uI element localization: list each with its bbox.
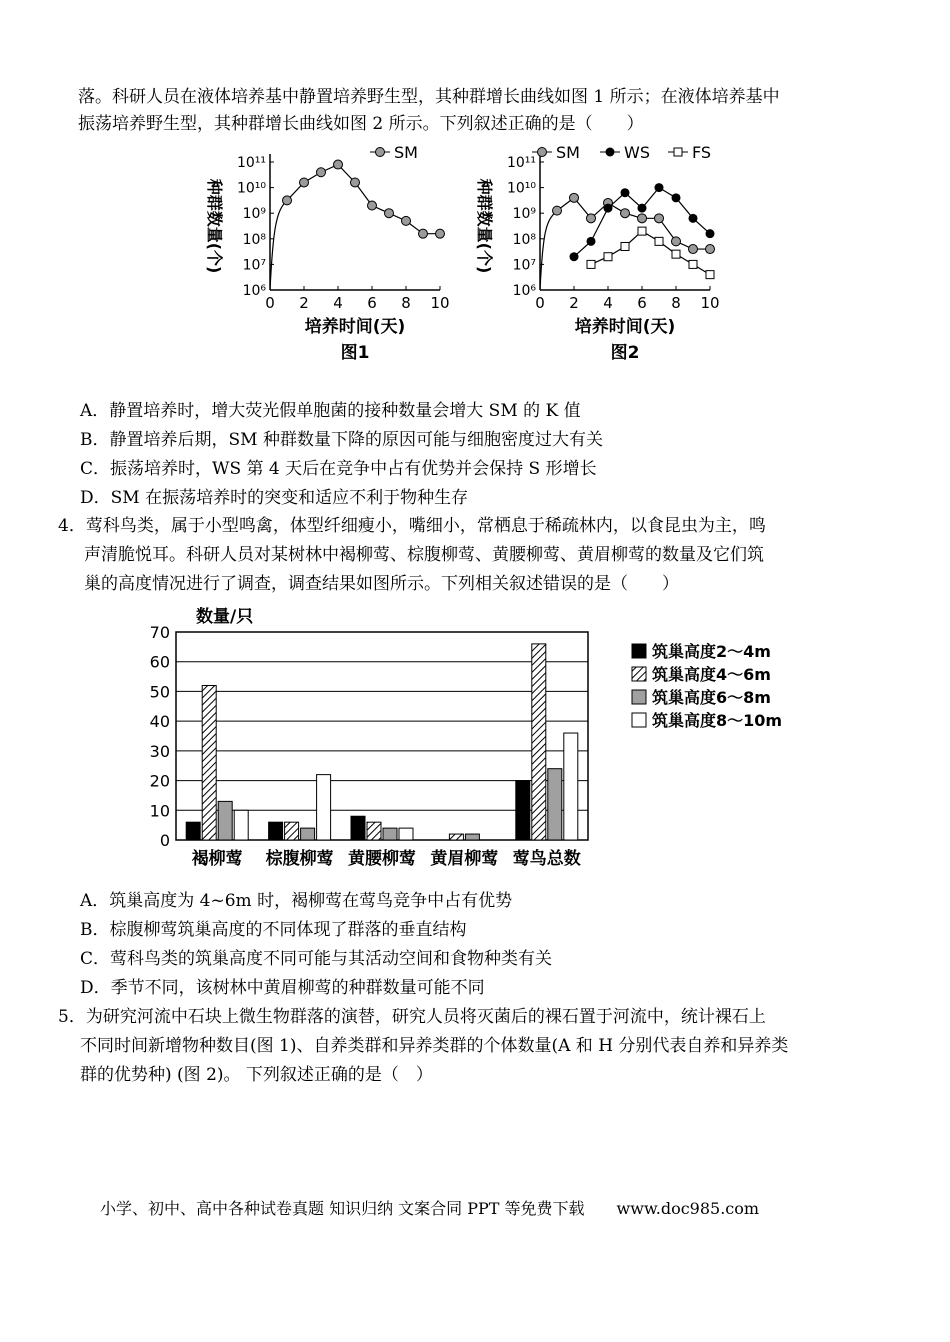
- point-FS: [655, 237, 663, 245]
- y-tick-label: 10⁸: [512, 231, 536, 248]
- q4-option-a: A．筑巢高度为 4~6m 时，褐柳莺在莺鸟竞争中占有优势: [80, 891, 513, 911]
- point-WS: [672, 193, 681, 202]
- q4-option-d: D．季节不同，该树林中黄眉柳莺的种群数量可能不同: [80, 978, 485, 998]
- point-SM: [317, 168, 326, 177]
- x-tick-label: 10: [700, 294, 720, 312]
- y-tick-label: 10: [149, 801, 170, 821]
- q5-stem-line-3: 群的优势种) (图 2)。 下列叙述正确的是（ ）: [80, 1065, 433, 1085]
- point-SM: [402, 216, 411, 225]
- q3-stem-line-1: 落。科研人员在液体培养基中静置培养野生型，其种群增长曲线如图 1 所示；在液体培养基中: [78, 87, 780, 107]
- x-tick-label: 2: [569, 294, 579, 312]
- y-tick-label: 10⁷: [242, 257, 266, 274]
- point-WS: [689, 214, 698, 223]
- y-tick-label: 10⁹: [242, 206, 266, 223]
- bar-筑巢高度6～8m: [465, 834, 479, 840]
- y-axis-label: 种群数量(个): [475, 178, 494, 274]
- bar-筑巢高度8～10m: [564, 733, 578, 840]
- bar-chart-nest-height: [140, 604, 820, 874]
- point-SM: [638, 214, 647, 223]
- figure-caption: 图2: [610, 343, 640, 363]
- point-FS: [638, 227, 646, 235]
- point-SM: [385, 209, 394, 218]
- point-SM: [553, 206, 562, 215]
- x-tick-label: 2: [299, 294, 309, 312]
- bar-筑巢高度8～10m: [317, 775, 331, 840]
- bar-筑巢高度2～4m: [516, 781, 530, 840]
- bar-筑巢高度4～6m: [532, 644, 546, 840]
- bar-筑巢高度6～8m: [218, 801, 232, 840]
- bar-筑巢高度4～6m: [285, 822, 299, 840]
- bar-筑巢高度2～4m: [186, 822, 200, 840]
- point-SM: [419, 229, 428, 238]
- point-WS: [621, 188, 630, 197]
- x-tick-label: 0: [535, 294, 545, 312]
- x-axis-label: 培养时间(天): [304, 317, 406, 337]
- q3-stem-line-2: 振荡培养野生型，其种群增长曲线如图 2 所示。下列叙述正确的是（ ）: [78, 114, 644, 134]
- point-WS: [570, 252, 579, 261]
- y-tick-label: 10⁸: [242, 231, 266, 248]
- legend-label: FS: [692, 143, 712, 162]
- point-WS: [655, 183, 664, 192]
- point-FS: [604, 253, 612, 261]
- y-tick-label: 10¹⁰: [506, 180, 536, 197]
- point-SM: [334, 160, 343, 169]
- legend-marker: [538, 148, 547, 157]
- y-tick-label: 0: [159, 831, 170, 850]
- q4-stem-line-1: 4．莺科鸟类，属于小型鸣禽，体型纤细瘦小，嘴细小，常栖息于稀疏林内，以食昆虫为主，鸣: [58, 516, 766, 536]
- category-label: 褐柳莺: [191, 849, 243, 869]
- q5-stem-line-1: 5．为研究河流中石块上微生物群落的演替，研究人员将灭菌后的裸石置于河流中，统计裸石上: [58, 1007, 766, 1027]
- chart-fig2: [475, 143, 720, 363]
- bar-筑巢高度6～8m: [548, 769, 562, 840]
- legend-swatch: [632, 667, 646, 681]
- bar-筑巢高度8～10m: [399, 828, 413, 840]
- legend-marker: [674, 148, 682, 156]
- x-tick-label: 8: [401, 294, 411, 312]
- point-SM: [300, 178, 309, 187]
- x-tick-label: 6: [637, 294, 647, 312]
- y-tick-label: 10⁷: [512, 257, 536, 274]
- legend-swatch: [632, 644, 646, 658]
- q3-option-b: B．静置培养后期，SM 种群数量下降的原因可能与细胞密度过大有关: [80, 430, 603, 450]
- bar-筑巢高度6～8m: [301, 828, 315, 840]
- category-label: 莺鸟总数: [512, 849, 581, 869]
- figure-caption: 图1: [340, 343, 370, 363]
- y-tick-label: 20: [149, 771, 170, 791]
- q4-stem-line-2: 声清脆悦耳。科研人员对某树林中褐柳莺、棕腹柳莺、黄腰柳莺、黄眉柳莺的数量及它们筑: [84, 545, 764, 565]
- point-FS: [672, 250, 680, 258]
- point-SM: [621, 209, 630, 218]
- q3-option-d: D．SM 在振荡培养时的突变和适应不利于物种生存: [80, 488, 469, 508]
- point-FS: [706, 271, 714, 279]
- point-SM: [570, 193, 579, 202]
- point-SM: [351, 178, 360, 187]
- point-FS: [587, 260, 595, 268]
- x-tick-label: 10: [430, 294, 450, 312]
- q4-option-b: B．棕腹柳莺筑巢高度的不同体现了群落的垂直结构: [80, 920, 467, 940]
- q3-option-c: C．振荡培养时，WS 第 4 天后在竞争中占有优势并会保持 S 形增长: [80, 459, 597, 479]
- y-tick-label: 10¹¹: [506, 155, 536, 171]
- point-WS: [604, 204, 613, 213]
- bar-筑巢高度6～8m: [383, 828, 397, 840]
- y-tick-label: 10¹¹: [236, 155, 266, 171]
- y-tick-label: 50: [149, 682, 170, 702]
- figure-1-and-2: [195, 140, 755, 380]
- y-axis-label: 数量/只: [196, 607, 254, 627]
- y-tick-label: 10⁹: [512, 206, 536, 223]
- y-tick-label: 10¹⁰: [236, 180, 266, 197]
- point-SM: [368, 201, 377, 210]
- legend-swatch: [632, 690, 646, 704]
- legend-label: WS: [624, 143, 650, 162]
- point-SM: [655, 214, 664, 223]
- footer-banner: 小学、初中、高中各种试卷真题 知识归纳 文案合同 PPT 等免费下载 www.doc985.com: [100, 1199, 760, 1218]
- legend-marker: [376, 148, 385, 157]
- category-label: 黄腰柳莺: [348, 849, 416, 869]
- y-tick-label: 30: [149, 741, 170, 761]
- point-SM: [689, 245, 698, 254]
- point-WS: [587, 237, 596, 246]
- x-tick-label: 0: [265, 294, 275, 312]
- y-tick-label: 10⁶: [512, 283, 536, 299]
- point-WS: [638, 204, 647, 213]
- y-tick-label: 40: [149, 712, 170, 732]
- point-SM: [706, 245, 715, 254]
- point-SM: [283, 196, 292, 205]
- legend-label: 筑巢高度8～10m: [652, 711, 783, 730]
- legend-label: 筑巢高度4～6m: [652, 665, 771, 684]
- q4-stem-line-3: 巢的高度情况进行了调查，调查结果如图所示。下列相关叙述错误的是（ ）: [84, 574, 679, 594]
- point-SM: [672, 237, 681, 246]
- legend-swatch: [632, 713, 646, 727]
- bar-筑巢高度8～10m: [234, 810, 248, 840]
- y-tick-label: 60: [149, 652, 170, 672]
- chart-fig1: [205, 143, 450, 363]
- x-tick-label: 4: [333, 294, 343, 312]
- legend-label: SM: [556, 143, 580, 162]
- q5-stem-line-2: 不同时间新增物种数目(图 1)、自养类群和异养类群的个体数量(A 和 H 分别代表自养和异养类: [80, 1036, 789, 1056]
- legend-label: 筑巢高度2～4m: [652, 642, 771, 661]
- bar-筑巢高度2～4m: [351, 816, 365, 840]
- bar-筑巢高度4～6m: [367, 822, 381, 840]
- x-tick-label: 8: [671, 294, 681, 312]
- q3-option-a: A．静置培养时，增大荧光假单胞菌的接种数量会增大 SM 的 K 值: [80, 401, 581, 421]
- category-label: 黄眉柳莺: [430, 849, 499, 869]
- point-SM: [436, 229, 445, 238]
- x-tick-label: 6: [367, 294, 377, 312]
- x-axis-label: 培养时间(天): [574, 317, 676, 337]
- y-tick-label: 70: [149, 623, 170, 642]
- q4-option-c: C．莺科鸟类的筑巢高度不同可能与其活动空间和食物种类有关: [80, 949, 553, 969]
- category-label: 棕腹柳莺: [265, 849, 334, 869]
- bar-筑巢高度4～6m: [202, 685, 216, 840]
- point-FS: [621, 242, 629, 250]
- legend-label: 筑巢高度6～8m: [652, 688, 771, 707]
- legend-label: SM: [394, 143, 418, 162]
- point-FS: [689, 260, 697, 268]
- bar-筑巢高度4～6m: [449, 834, 463, 840]
- x-tick-label: 4: [603, 294, 613, 312]
- bar-筑巢高度2～4m: [269, 822, 283, 840]
- point-SM: [587, 214, 596, 223]
- y-axis-label: 种群数量(个): [205, 178, 224, 274]
- point-WS: [706, 229, 715, 238]
- legend-marker: [606, 148, 615, 157]
- y-tick-label: 10⁶: [242, 283, 266, 299]
